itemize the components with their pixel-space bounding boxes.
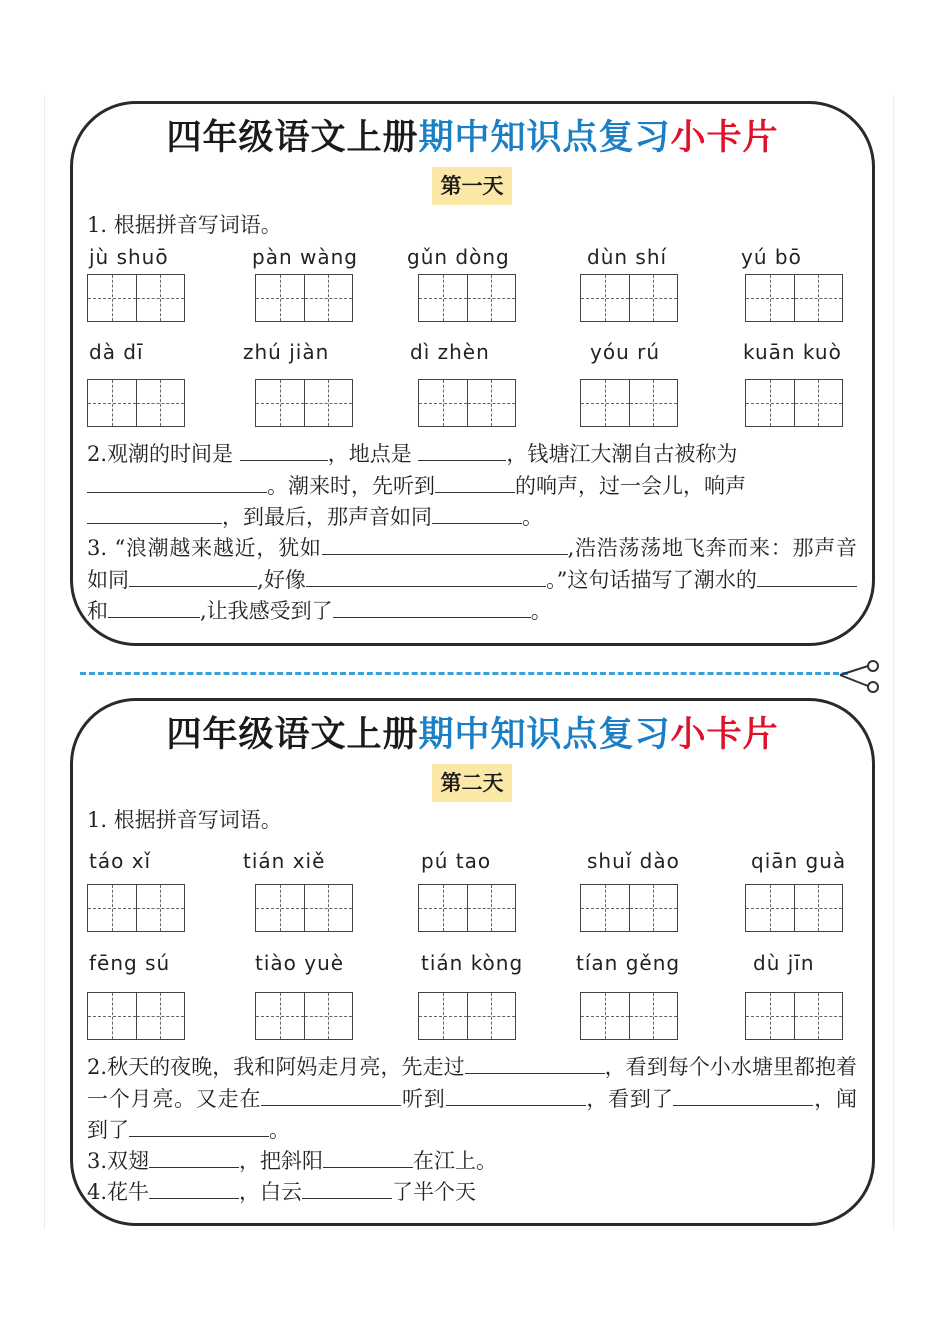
question-text: 的响声，过一会儿，响声 (515, 473, 746, 498)
pinyin-prompt: táo xǐ (89, 849, 152, 873)
writing-grid[interactable] (418, 274, 516, 322)
writing-grid[interactable] (745, 992, 843, 1040)
answer-blank[interactable] (757, 566, 857, 587)
title-part-review: 期中知识点复习 (418, 715, 671, 755)
question-text: 听到 (401, 1086, 446, 1111)
question-4 (87, 1177, 857, 1209)
question-text: ，看到每个小水塘里都抱着一个月亮。又走在 (87, 1055, 857, 1111)
answer-blank[interactable] (108, 597, 200, 618)
title-part-grade: 四年级语文上册 (166, 715, 419, 755)
pinyin-prompt: yóu rú (590, 340, 661, 364)
question-text: 2.观潮的时间是 (87, 442, 234, 466)
pinyin-prompt: kuān kuò (743, 340, 842, 364)
writing-grid[interactable] (745, 274, 843, 322)
answer-blank[interactable] (129, 1116, 269, 1137)
writing-grid[interactable] (87, 884, 185, 932)
writing-grid[interactable] (418, 992, 516, 1040)
answer-blank[interactable] (673, 1085, 813, 1106)
question-text: 4.花牛 (87, 1180, 150, 1204)
answer-blank[interactable] (323, 1147, 413, 1168)
answer-blank[interactable] (149, 1147, 239, 1168)
pinyin-prompt: fēng sú (89, 951, 171, 975)
pinyin-prompt: dì zhèn (410, 340, 490, 364)
writing-grid[interactable] (580, 884, 678, 932)
writing-grid[interactable] (255, 274, 353, 322)
review-card-day-1 (70, 101, 875, 646)
answer-blank[interactable] (87, 472, 267, 493)
question-text: 在江上。 (413, 1149, 498, 1173)
writing-grid[interactable] (87, 274, 185, 322)
question-text: 。潮来时，先听到 (267, 473, 435, 498)
pinyin-prompt: tiào yuè (255, 951, 345, 975)
question-text: 。 (522, 505, 543, 529)
question-text: 。 (530, 599, 552, 623)
writing-grid[interactable] (745, 379, 843, 427)
question-text: ,让我感受到了 (200, 599, 333, 623)
question-2 (87, 439, 857, 534)
pinyin-prompt: shuǐ dào (587, 849, 680, 873)
title-part-grade: 四年级语文上册 (166, 118, 419, 158)
answer-blank[interactable] (322, 534, 568, 555)
answer-blank[interactable] (432, 503, 522, 524)
title-part-card: 小卡片 (670, 715, 779, 755)
writing-grid[interactable] (255, 379, 353, 427)
question-text: ，白云 (239, 1180, 303, 1204)
question-3 (87, 1146, 857, 1178)
question-text: 2.秋天的夜晚，我和阿妈走月亮，先走过 (87, 1055, 465, 1079)
pinyin-prompt: tían gěng (576, 951, 681, 975)
writing-grid[interactable] (580, 992, 678, 1040)
writing-grid[interactable] (418, 884, 516, 932)
card-title (73, 110, 872, 160)
pinyin-prompt: tián xiě (243, 849, 326, 873)
question-text: ，看到了 (585, 1086, 674, 1111)
pinyin-prompt: qiān guà (751, 849, 847, 873)
question-text: 和 (87, 599, 108, 623)
question-3 (87, 533, 857, 628)
question-text: ，把斜阳 (239, 1149, 324, 1173)
question-text: 。 (269, 1118, 290, 1142)
question-text: 3.双翅 (87, 1149, 150, 1173)
cut-line (80, 672, 848, 675)
question-text: ，钱塘江大潮自古被称为 (506, 442, 738, 466)
pinyin-prompt: dùn shí (587, 245, 668, 269)
pinyin-prompt: jù shuō (89, 245, 169, 269)
question-1-label: 1. 根据拼音写词语。 (87, 808, 282, 832)
question-text: 了半个天 (392, 1180, 477, 1204)
answer-blank[interactable] (149, 1178, 239, 1199)
pinyin-prompt: gǔn dòng (407, 245, 510, 269)
answer-blank[interactable] (240, 440, 328, 461)
answer-blank[interactable] (418, 440, 506, 461)
writing-grid[interactable] (87, 992, 185, 1040)
scissors-icon (838, 660, 882, 694)
answer-blank[interactable] (435, 472, 515, 493)
answer-blank[interactable] (446, 1085, 586, 1106)
question-text: ,好像 (257, 567, 306, 592)
writing-grid[interactable] (87, 379, 185, 427)
question-text: 3. “浪潮越来越近，犹如 (87, 536, 322, 560)
answer-blank[interactable] (87, 503, 222, 524)
card-title (73, 707, 872, 757)
answer-blank[interactable] (333, 597, 531, 618)
question-1-label: 1. 根据拼音写词语。 (87, 213, 282, 237)
question-text: ,浩浩荡荡地飞奔而来：那声音如同 (87, 536, 857, 592)
pinyin-prompt: zhú jiàn (243, 340, 330, 364)
question-2 (87, 1052, 857, 1147)
answer-blank[interactable] (302, 1178, 392, 1199)
answer-blank[interactable] (306, 566, 546, 587)
pinyin-prompt: tián kòng (421, 951, 524, 975)
pinyin-prompt: dù jīn (753, 951, 815, 975)
title-part-review: 期中知识点复习 (418, 118, 671, 158)
answer-blank[interactable] (129, 566, 257, 587)
pinyin-prompt: pàn wàng (252, 245, 358, 269)
writing-grid[interactable] (580, 379, 678, 427)
page-edge-left (44, 95, 45, 1230)
writing-grid[interactable] (745, 884, 843, 932)
day-badge: 第一天 (432, 167, 512, 205)
writing-grid[interactable] (580, 274, 678, 322)
page-edge-right (893, 95, 894, 1230)
writing-grid[interactable] (418, 379, 516, 427)
day-badge: 第二天 (432, 764, 512, 802)
review-card-day-2 (70, 698, 875, 1226)
pinyin-prompt: dà dī (89, 340, 144, 364)
pinyin-prompt: yú bō (741, 245, 802, 269)
answer-blank[interactable] (465, 1053, 605, 1074)
writing-grid[interactable] (255, 884, 353, 932)
question-text: ，到最后，那声音如同 (222, 505, 432, 529)
answer-blank[interactable] (261, 1085, 401, 1106)
pinyin-prompt: pú tao (421, 849, 492, 873)
question-text: ，地点是 (327, 442, 412, 466)
question-text: 。”这句话描写了潮水的 (546, 567, 757, 592)
writing-grid[interactable] (255, 992, 353, 1040)
question-text: ，闻到了 (87, 1086, 858, 1142)
title-part-card: 小卡片 (670, 118, 779, 158)
